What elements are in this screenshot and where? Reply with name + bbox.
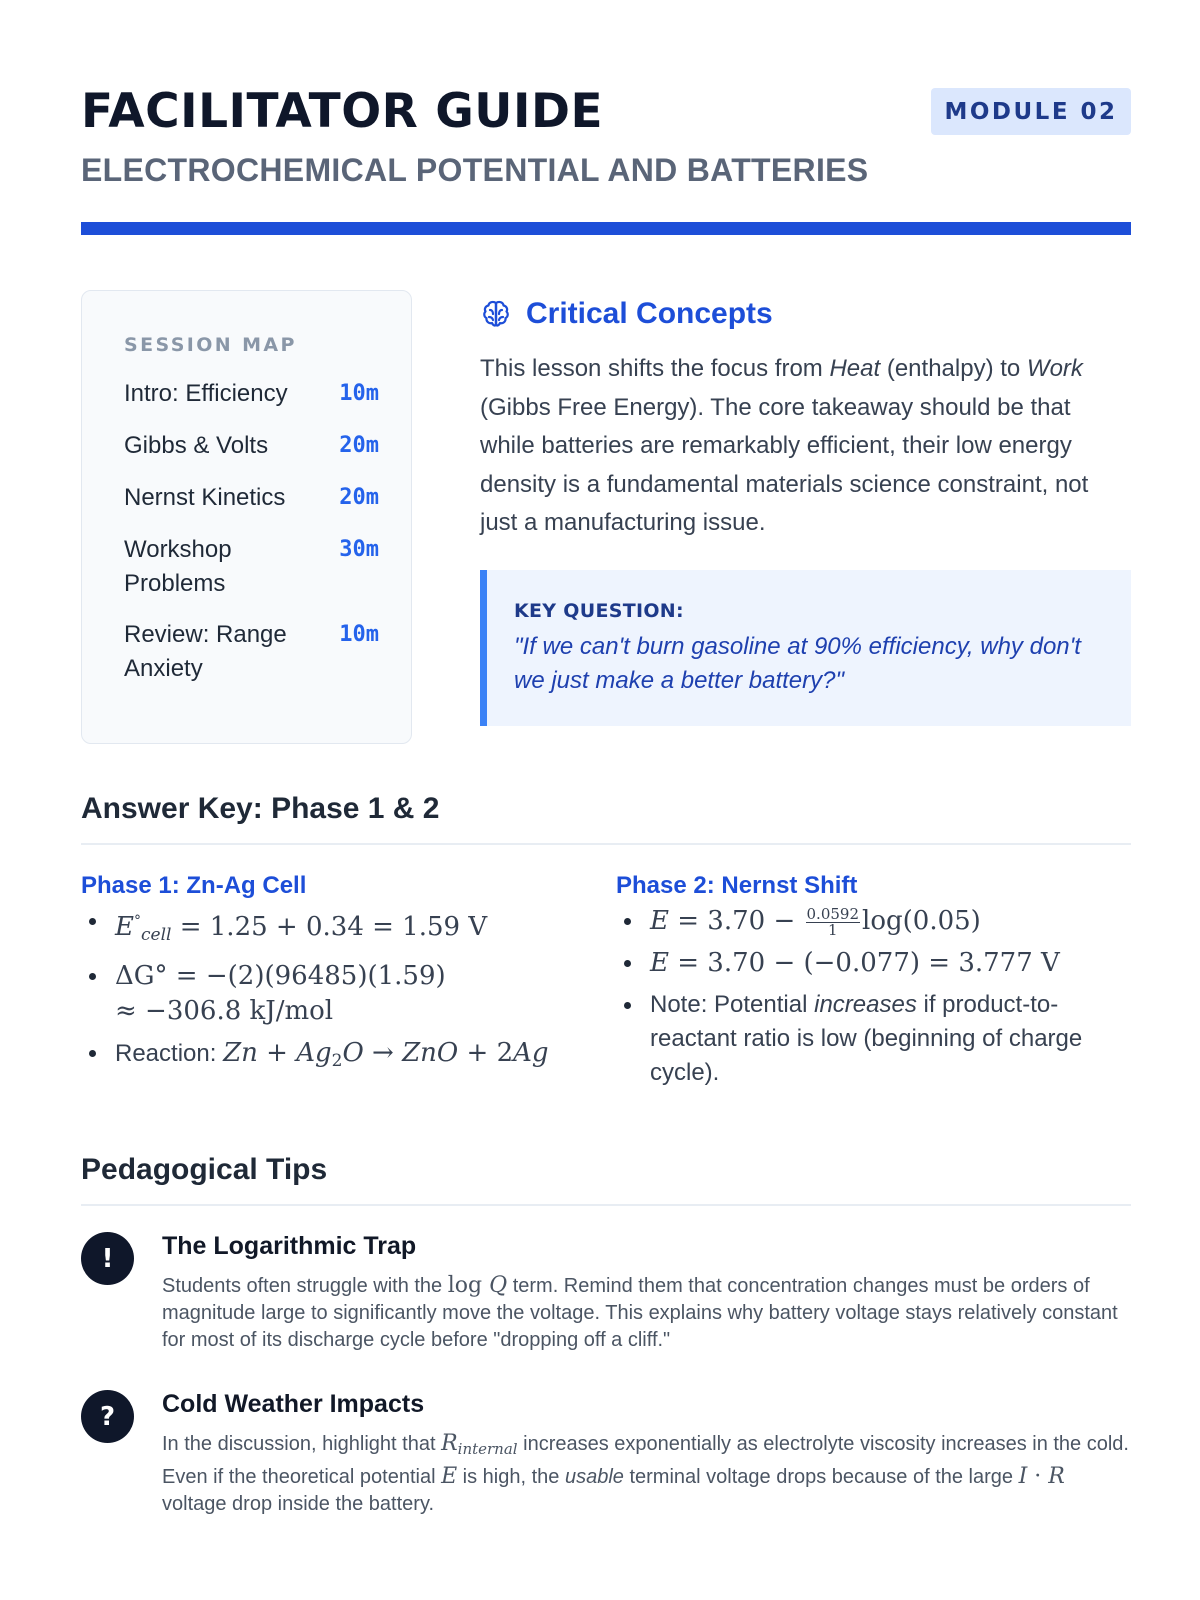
tip-text: terminal voltage drops because of the large	[623, 1466, 1019, 1488]
math-expression: ΔG° = −(2)(96485)(1.59)	[115, 961, 446, 991]
math-symbol: R	[441, 1431, 458, 1456]
key-question-label: KEY QUESTION:	[514, 600, 684, 622]
fraction-numerator: 0.0592	[806, 905, 860, 924]
concepts-heading	[480, 294, 773, 334]
header-divider	[81, 222, 1131, 235]
list-item	[81, 1036, 581, 1078]
session-item-name: Nernst Kinetics	[124, 484, 286, 511]
concepts-title: Critical Concepts	[526, 297, 773, 330]
math-operator: + 2	[458, 1038, 514, 1068]
key-question-text: "If we can't burn gasoline at 90% efficiency, why don't we just make a better battery?"	[514, 633, 1081, 694]
session-map-card	[81, 290, 412, 744]
math-fraction	[806, 907, 861, 938]
math-symbol: Q	[489, 1273, 508, 1298]
concepts-paragraph	[480, 350, 1131, 543]
session-item-name: Review: Range Anxiety	[124, 621, 287, 682]
question-icon: ?	[81, 1390, 134, 1443]
phase2-list	[616, 904, 1116, 1097]
math-superscript: °	[133, 913, 141, 929]
concepts-emphasis-work: Work	[1026, 355, 1083, 382]
math-symbol: Zn	[223, 1038, 258, 1068]
tip-body	[162, 1272, 1131, 1354]
concepts-text: (Gibbs Free Energy). The core takeaway should be that while batteries are remarkably efficient, their low energy density is a fundamental materials science constraint, not just a manufacturing issue.	[480, 393, 1089, 536]
answer-key-title: Answer Key: Phase 1 & 2	[81, 792, 440, 825]
note-text: if product-to-reactant ratio is low (beginning of charge cycle).	[650, 991, 1083, 1086]
session-item-time: 20m	[339, 433, 379, 458]
fraction-denominator: 1	[827, 921, 838, 940]
math-symbol: O	[342, 1038, 364, 1068]
tip-emphasis: usable	[564, 1466, 624, 1488]
note-text: Note: Potential	[650, 991, 815, 1018]
list-item	[81, 959, 581, 1029]
math-operator: +	[257, 1038, 297, 1068]
session-item-name: Intro: Efficiency	[124, 380, 288, 407]
page-title: FACILITATOR GUIDE	[81, 84, 604, 139]
concepts-text: This lesson shifts the focus from	[480, 355, 830, 382]
list-item	[616, 904, 1116, 939]
reaction-label: Reaction:	[115, 1040, 224, 1067]
note-emphasis: increases	[814, 991, 917, 1018]
list-item	[616, 988, 1116, 1090]
list-item	[616, 946, 1116, 981]
header	[81, 84, 1131, 194]
session-item-time: 20m	[339, 485, 379, 510]
math-subscript: internal	[457, 1440, 518, 1458]
math-expression: = 3.70 −	[668, 906, 804, 936]
answer-key-divider	[81, 843, 1131, 845]
math-symbol: R	[1048, 1464, 1065, 1489]
tip-text: In the discussion, highlight that	[162, 1433, 442, 1455]
math-symbol: Ag	[296, 1038, 332, 1068]
tips-divider	[81, 1204, 1131, 1206]
session-item-time: 10m	[339, 381, 379, 406]
session-item-name: Gibbs & Volts	[124, 432, 269, 459]
math-operator: →	[363, 1038, 403, 1068]
math-symbol: I	[1018, 1464, 1028, 1489]
key-question-callout	[480, 570, 1131, 726]
math-symbol: Ag	[513, 1038, 549, 1068]
session-item-time: 30m	[339, 537, 379, 562]
list-item	[81, 904, 581, 952]
math-operator: ·	[1027, 1464, 1049, 1489]
session-item-time: 10m	[339, 622, 379, 647]
exclamation-icon: !	[81, 1232, 134, 1285]
facilitator-guide-page	[81, 0, 1131, 1600]
math-expression: = 1.25 + 0.34 = 1.59 V	[171, 912, 488, 942]
phase1-title: Phase 1: Zn-Ag Cell	[81, 872, 307, 899]
module-badge: MODULE 02	[931, 88, 1131, 135]
phase1-list	[81, 904, 581, 1085]
session-item-name: Workshop Problems	[124, 536, 232, 597]
brain-icon	[480, 298, 512, 330]
tip-body	[162, 1430, 1131, 1518]
phase2-title: Phase 2: Nernst Shift	[616, 872, 858, 899]
math-symbol: E	[650, 948, 669, 978]
tips-title: Pedagogical Tips	[81, 1153, 328, 1186]
tip-text: is high, the	[457, 1466, 565, 1488]
math-symbol: E	[441, 1464, 458, 1489]
tip-text: increases exponentially as electrolyte viscosity increases in the cold. Even if the theoretical potential	[162, 1433, 1129, 1488]
tip-text: voltage drop inside the battery.	[162, 1493, 435, 1515]
math-symbol: E	[115, 912, 134, 942]
math-expression: log	[447, 1273, 490, 1298]
tip-text: Students often struggle with the	[162, 1275, 448, 1297]
math-subscript: cell	[140, 925, 172, 945]
math-symbol: ZnO	[402, 1038, 459, 1068]
math-expression: log(0.05)	[862, 906, 981, 936]
math-symbol: E	[650, 906, 669, 936]
math-subscript: 2	[331, 1051, 343, 1071]
tip-title: The Logarithmic Trap	[162, 1232, 417, 1260]
tip-text: term. Remind them that concentration changes must be orders of magnitude large to significantly move the voltage. This explains why battery voltage stays relatively constant for most of its discharge cycle before "dropping off a cliff."	[162, 1275, 1118, 1351]
session-map-label: SESSION MAP	[124, 334, 297, 356]
tip-title: Cold Weather Impacts	[162, 1390, 425, 1418]
math-expression: ≈ −306.8 kJ/mol	[115, 996, 334, 1026]
concepts-text: (enthalpy) to	[880, 355, 1027, 382]
concepts-emphasis-heat: Heat	[829, 355, 881, 382]
page-subtitle: ELECTROCHEMICAL POTENTIAL AND BATTERIES	[81, 152, 869, 188]
math-expression: = 3.70 − (−0.077) = 3.777 V	[668, 948, 1060, 978]
